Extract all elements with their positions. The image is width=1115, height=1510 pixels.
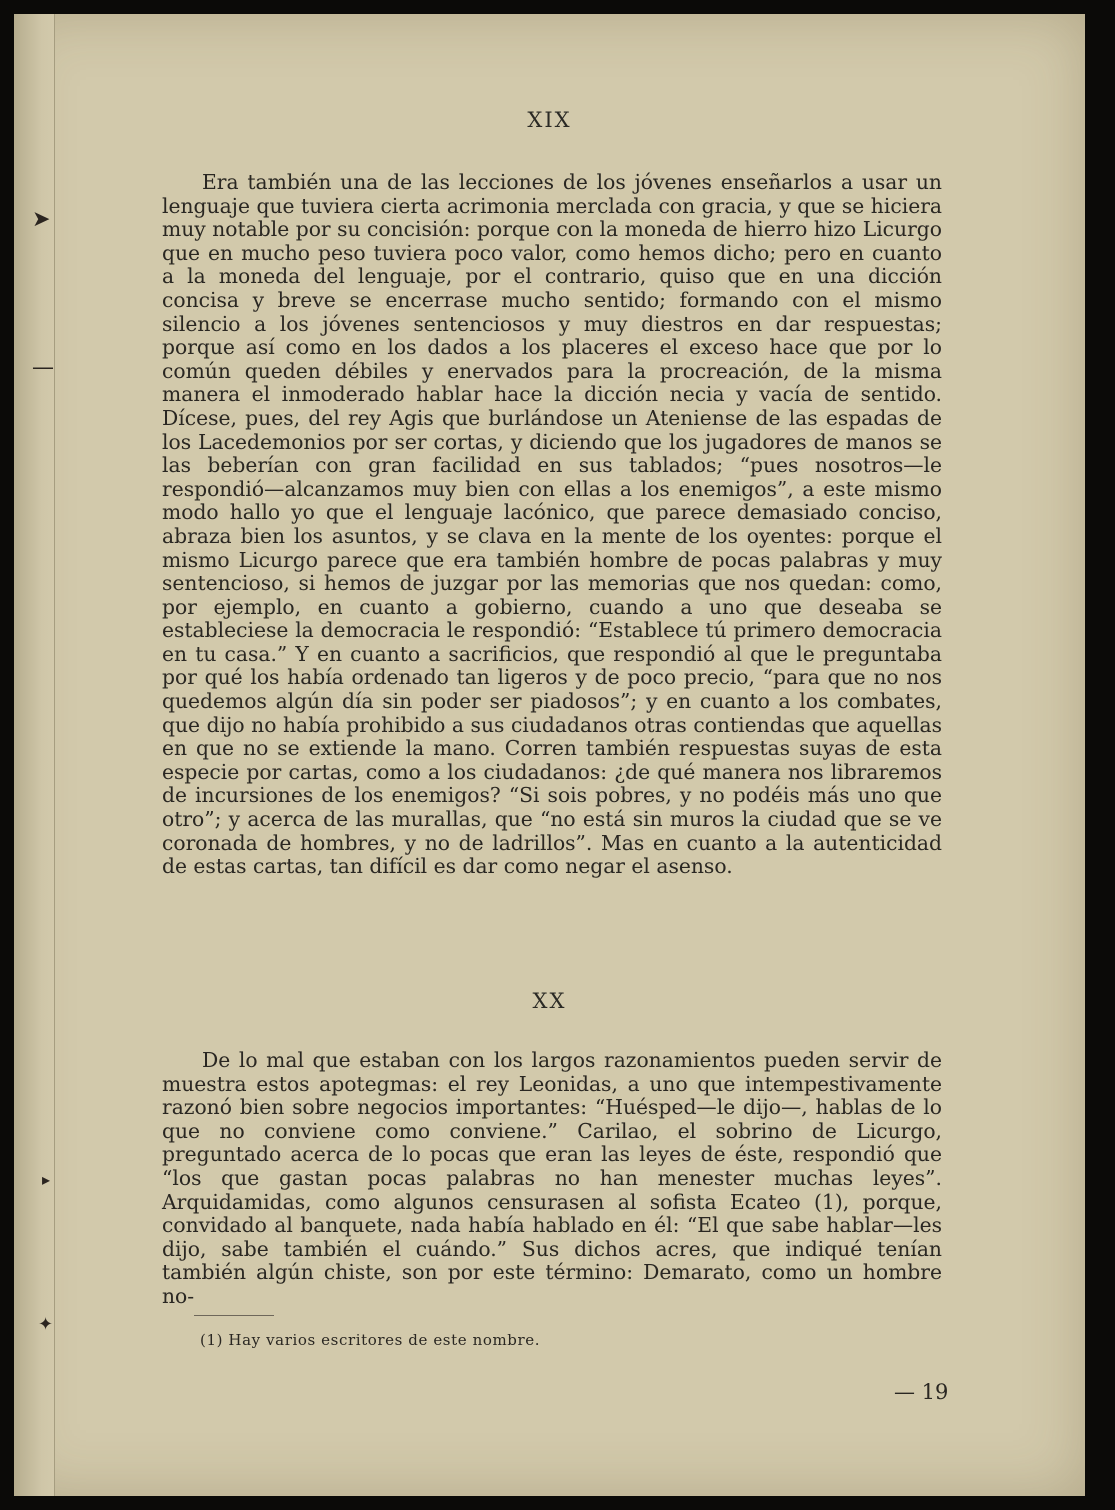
footnote: (1) Hay varios escritores de este nombre. [200,1331,541,1349]
section-heading: XIX [527,108,572,132]
binding-mark: ➤ [32,207,51,232]
section-paragraph: Era también una de las lecciones de los jóvenes enseñarlos a usar un lenguaje que tuviera cierta acrimonia merclada con gracia, y que se hiciera muy notable por su concisión: porque con la moneda de hierro hizo Licurgo que en mucho peso tuviera poco valor, como hemos dicho; pero en cuanto a la moneda del lenguaje, por el contrario, quiso que en una dicción concisa y breve se encerrase mucho sentido; formando con el mismo silencio a los jóvenes sentenciosos y muy diestros en dar respuestas; porque así como en los dados a los placeres el exceso hace que por lo común queden débiles y enervados para la procreación, de la misma manera el inmoderado hablar hace la dicción necia y vacía de sentido. Dícese, pues, del rey Agis que burlándose un Ateniense de las espadas de los Lacedemonios por ser cortas, y diciendo que los jugadores de manos se las beberían con gran facilidad en sus tablados; “pues nosotros—le respondió—alcanzamos muy bien con ellas a los enemigos”, a este mismo modo hallo yo que el lenguaje lacónico, que parece demasiado conciso, abraza bien los asuntos, y se clava en la mente de los oyentes: porque el mismo Licurgo parece que era también hombre de pocas palabras y muy sentencioso, si hemos de juzgar por las memorias que nos quedan: como, por ejemplo, en cuanto a gobierno, cuando a uno que deseaba se estableciese la democracia le respondió: “Establece tú primero democracia en tu casa.” Y en cuanto a sacrificios, que respondió al que le preguntaba por qué los había ordenado tan ligeros y de poco precio, “para que no nos quedemos algún día sin poder ser piadosos”; y en cuanto a los combates, que dijo no había prohibido a sus ciudadanos otras contiendas que aquellas en que no se extiende la mano. Corren también respuestas suyas de esta especie por cartas, como a los ciudadanos: ¿de qué manera nos libraremos de incursiones de los enemigos? “Si sois pobres, y no podéis más uno que otro”; y acerca de las murallas, que “no está sin muros la ciudad que se ve coronada de hombres, y no de ladrillos”. Mas en cuanto a la autenticidad de estas cartas, tan difícil es dar como negar el asenso. [162,170,942,879]
section-heading: XX [532,989,567,1013]
book-page [14,14,1085,1496]
section-paragraph: De lo mal que estaban con los largos razonamientos pueden servir de muestra estos apotegmas: el rey Leonidas, a uno que intempestivamente razonó bien sobre negocios importantes: “Huésped—le dijo—, hablas de lo que no conviene como conviene.” Carilao, el sobrino de Licurgo, preguntado acerca de lo pocas que eran las leyes de éste, respondió que “los que gastan pocas palabras no han menester muchas leyes”. Arquidamidas, como algunos censurasen al sofista Ecateo (1), porque, convidado al banquete, nada había hablado en él: “El que sabe hablar—les dijo, sabe también el cuándo.” Sus dichos acres, que indiqué tenían también algún chiste, son por este término: Demarato, como un hombre no- [162,1048,942,1308]
binding-mark: ✦ [38,1314,54,1335]
footnote-rule [194,1315,274,1316]
binding-mark: — [32,355,54,380]
page-number: — 19 [894,1380,949,1404]
page-binding [14,14,55,1496]
binding-mark: ▸ [42,1170,51,1189]
